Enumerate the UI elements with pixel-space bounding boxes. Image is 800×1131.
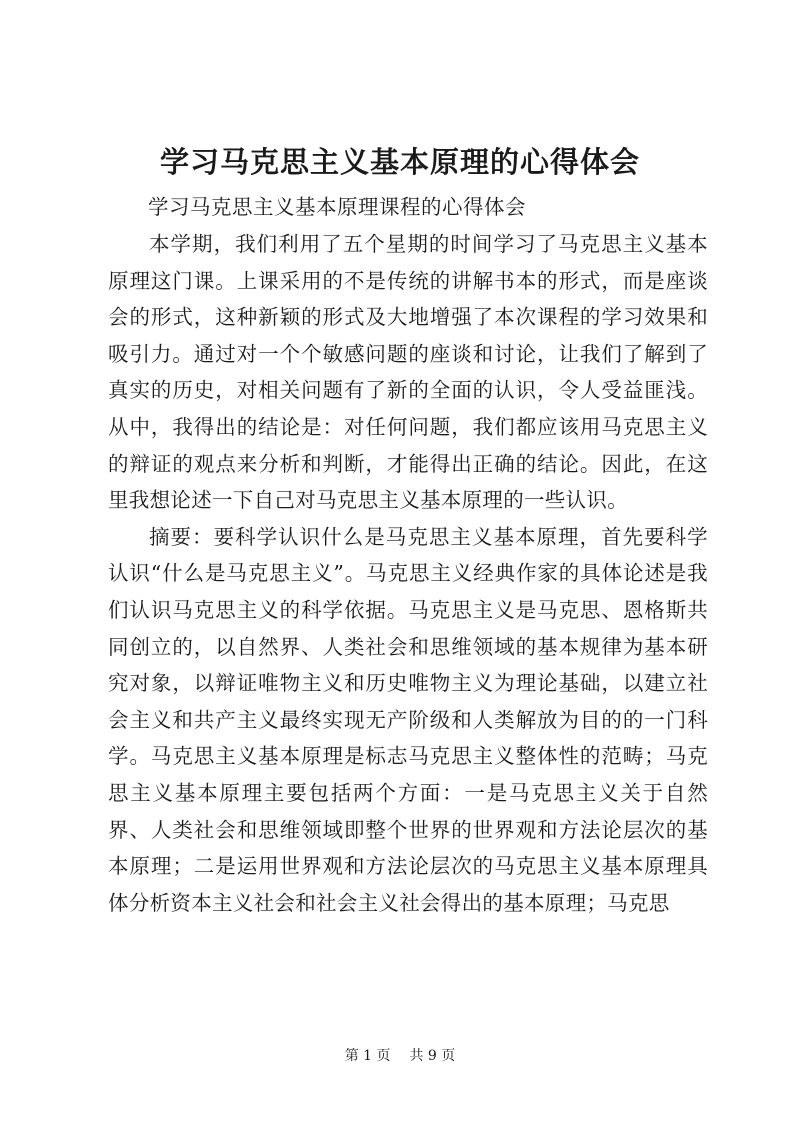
- body-paragraph-intro: 本学期，我们利用了五个星期的时间学习了马克思主义基本原理这门课。上课采用的不是传统的讲解书本的形式，而是座谈会的形式，这种新颖的形式及大地增强了本次课程的学习效果和吸引力。通过对一个个敏感问题的座谈和讨论，让我们了解到了真实的历史，对相关问题有了新的全面的认识，令人受益匪浅。从中，我得出的结论是：对任何问题，我们都应该用马克思主义的辩证的观点来分析和判断，才能得出正确的结论。因此，在这里我想论述一下自己对马克思主义基本原理的一些认识。: [108, 232, 708, 513]
- body-paragraph-abstract: 摘要：要科学认识什么是马克思主义基本原理，首先要科学认识“什么是马克思主义”。马克思主义经典作家的具体论述是我们认识马克思主义的科学依据。马克思主义是马克思、恩格斯共同创立的，以自然界、人类社会和思维领域的基本规律为基本研究对象，以辩证唯物主义和历史唯物主义为理论基础，以建立社会主义和共产主义最终实现无产阶级和人类解放为目的的一门科学。马克思主义基本原理是标志马克思主义整体性的范畴；马克思主义基本原理主要包括两个方面：一是马克思主义关于自然界、人类社会和思维领域即整个世界的世界观和方法论层次的基本原理；二是运用世界观和方法论层次的马克思主义基本原理具体分析资本主义社会和社会主义社会得出的基本原理；马克思: [108, 524, 708, 915]
- document-subtitle: 学习马克思主义基本原理课程的心得体会: [148, 195, 526, 219]
- page-footer: [0, 1046, 800, 1066]
- page-number: 第 1 页: [344, 1048, 391, 1064]
- page-total: 共 9 页: [409, 1048, 456, 1064]
- document-body: [108, 226, 708, 921]
- document-title: 学习马克思主义基本原理的心得体会: [159, 145, 640, 179]
